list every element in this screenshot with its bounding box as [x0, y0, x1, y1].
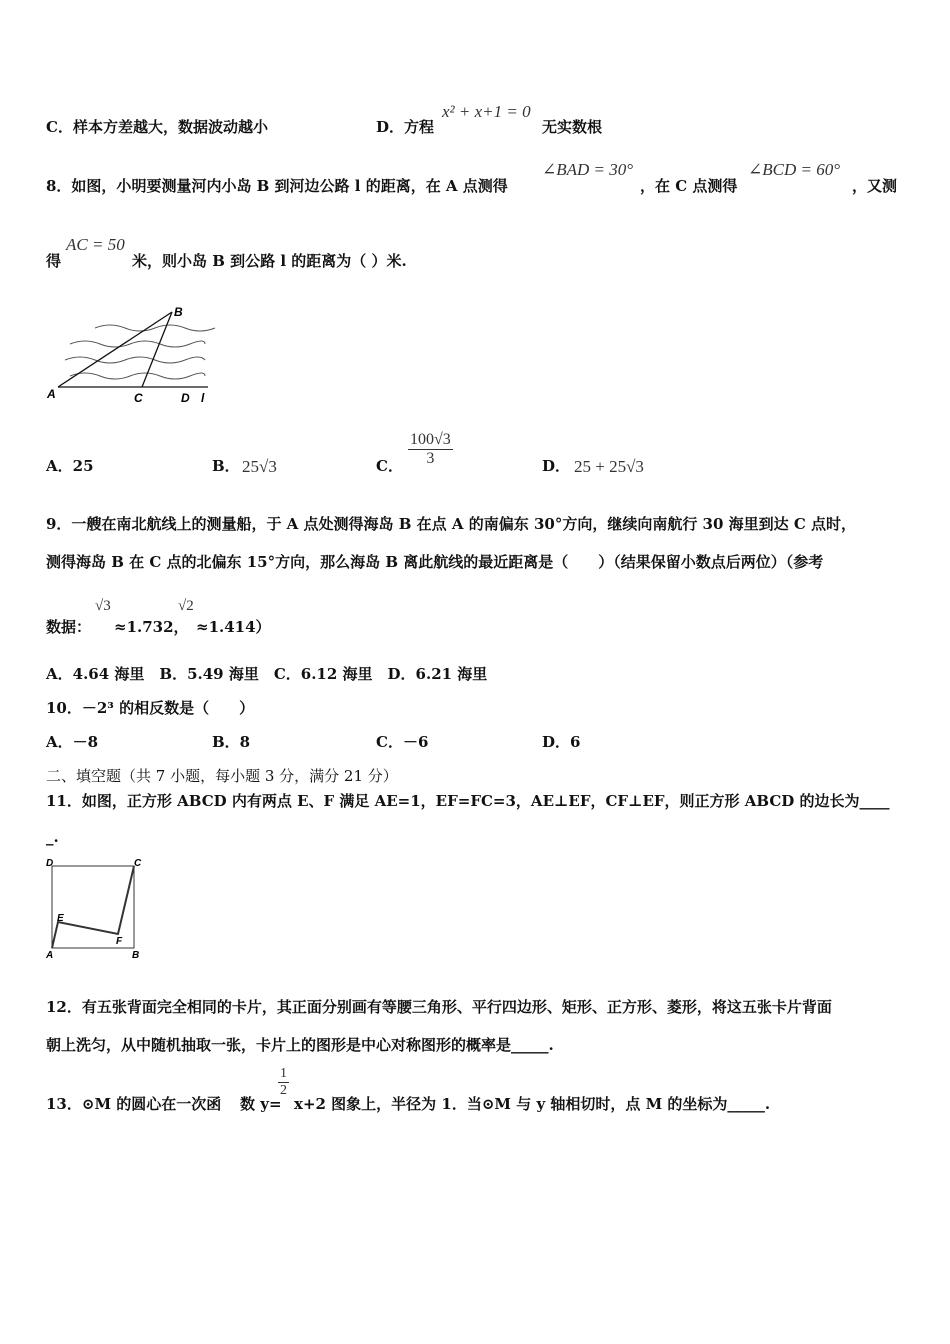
- q9-approx-sqrt3: ≈1.732，: [114, 618, 189, 636]
- q8-option-b-label: B．: [212, 457, 240, 475]
- label-b: B: [174, 305, 183, 319]
- q11-square-figure: [40, 854, 150, 964]
- q13-fraction-denominator: 2: [280, 1083, 287, 1098]
- q9-approx-sqrt2: ≈1.414）: [196, 618, 271, 636]
- segment-cb: [142, 312, 172, 387]
- q11-stem: 11．如图，正方形 ABCD 内有两点 E、F 满足 AE=1，EF=FC=3，AE⊥EF，CF⊥EF，则正方形 ABCD 的边长为____: [46, 792, 890, 810]
- label-c: C: [134, 858, 142, 869]
- q8-option-a: A．25: [46, 457, 94, 475]
- q8-option-c-numerator: 100√3: [410, 431, 451, 448]
- q12-stem-line1: 12．有五张背面完全相同的卡片，其正面分别画有等腰三角形、平行四边形、矩形、正方形、菱形，将这五张卡片背面: [46, 998, 832, 1016]
- q13-stem-part3: x+2 图象上，半径为 1．当⊙M 与 y 轴相切时，点 M 的坐标为_____.: [294, 1095, 771, 1113]
- q10-stem: 10．－2³ 的相反数是（ ）: [46, 699, 255, 717]
- q10-option-d: D．6: [542, 733, 581, 751]
- q7-option-c: C．样本方差越大，数据波动越小: [46, 118, 268, 136]
- label-d: D: [181, 391, 190, 405]
- q8-stem-part1: 8．如图，小明要测量河内小岛 B 到河边公路 l 的距离，在 A 点测得: [46, 177, 508, 195]
- river-wave-line: [95, 325, 215, 331]
- q8-angle-bad: ∠BAD = 30°: [542, 160, 634, 179]
- label-l: l: [201, 391, 205, 405]
- q10-option-b: B．8: [212, 733, 251, 751]
- label-b: B: [132, 950, 140, 961]
- q7-option-d-suffix: 无实数根: [542, 118, 603, 136]
- q13-stem-part1: 13．⊙M 的圆心在一次函: [46, 1095, 222, 1113]
- label-f: F: [116, 936, 123, 947]
- q10-option-c: C．－6: [376, 733, 429, 751]
- q8-option-c-fraction: [408, 431, 453, 468]
- river-wave-line: [70, 373, 205, 379]
- q7-option-d-prefix: D．方程: [376, 118, 435, 136]
- q8-ac-length: AC = 50: [66, 235, 125, 254]
- q13-fraction: [278, 1066, 289, 1099]
- q7-option-d-equation: x² + x+1 = 0: [442, 102, 531, 121]
- section-heading-fill-in: 二、填空题（共 7 小题，每小题 3 分，满分 21 分）: [46, 767, 398, 785]
- q9-stem-line1: 9．一艘在南北航线上的测量船，于 A 点处测得海岛 B 在点 A 的南偏东 30°方向，继续向南航行 30 海里到达 C 点时，: [46, 515, 857, 533]
- q12-stem-line2: 朝上洗匀，从中随机抽取一张，卡片上的图形是中心对称图形的概率是_____.: [46, 1036, 554, 1054]
- q8-stem-part3: ，又测: [852, 177, 898, 195]
- q9-reference-label: 数据：: [46, 618, 92, 636]
- q8-option-d-label: D．: [542, 457, 571, 475]
- q8-stem-part2: ，在 C 点测得: [640, 177, 738, 195]
- label-e: E: [57, 913, 64, 924]
- q8-stem-line2-suffix: 米，则小岛 B 到公路 l 的距离为（ ）米.: [132, 252, 407, 270]
- q8-angle-bcd: ∠BCD = 60°: [748, 160, 841, 179]
- q9-sqrt2: √2: [178, 598, 194, 614]
- q10-option-a: A．－8: [46, 733, 99, 751]
- q9-sqrt3: √3: [95, 598, 111, 614]
- label-a: A: [46, 950, 54, 961]
- q8-river-figure: [40, 296, 220, 408]
- q8-option-b-value: 25√3: [242, 457, 277, 476]
- river-wave-line: [70, 341, 205, 347]
- q13-stem-part2: 数 y=: [240, 1095, 282, 1113]
- q8-stem-line2-prefix: 得: [46, 252, 62, 270]
- q9-options: A．4.64 海里 B．5.49 海里 C．6.12 海里 D．6.21 海里: [46, 665, 488, 683]
- label-c: C: [134, 391, 143, 405]
- q8-option-c-denominator: 3: [426, 450, 435, 467]
- q13-fraction-numerator: 1: [280, 1066, 287, 1081]
- q9-stem-line2: 测得海岛 B 在 C 点的北偏东 15°方向，那么海岛 B 离此航线的最近距离是（ ）（结果保留小数点后两位）（参考: [46, 553, 824, 571]
- q8-option-c-label: C．: [376, 457, 403, 475]
- label-d: D: [46, 858, 54, 869]
- label-a: A: [47, 387, 56, 401]
- q8-option-d-value: 25 + 25√3: [574, 457, 644, 476]
- q11-blank-end: _.: [46, 828, 59, 846]
- river-wave-line: [65, 357, 205, 363]
- segment-ab: [58, 312, 172, 387]
